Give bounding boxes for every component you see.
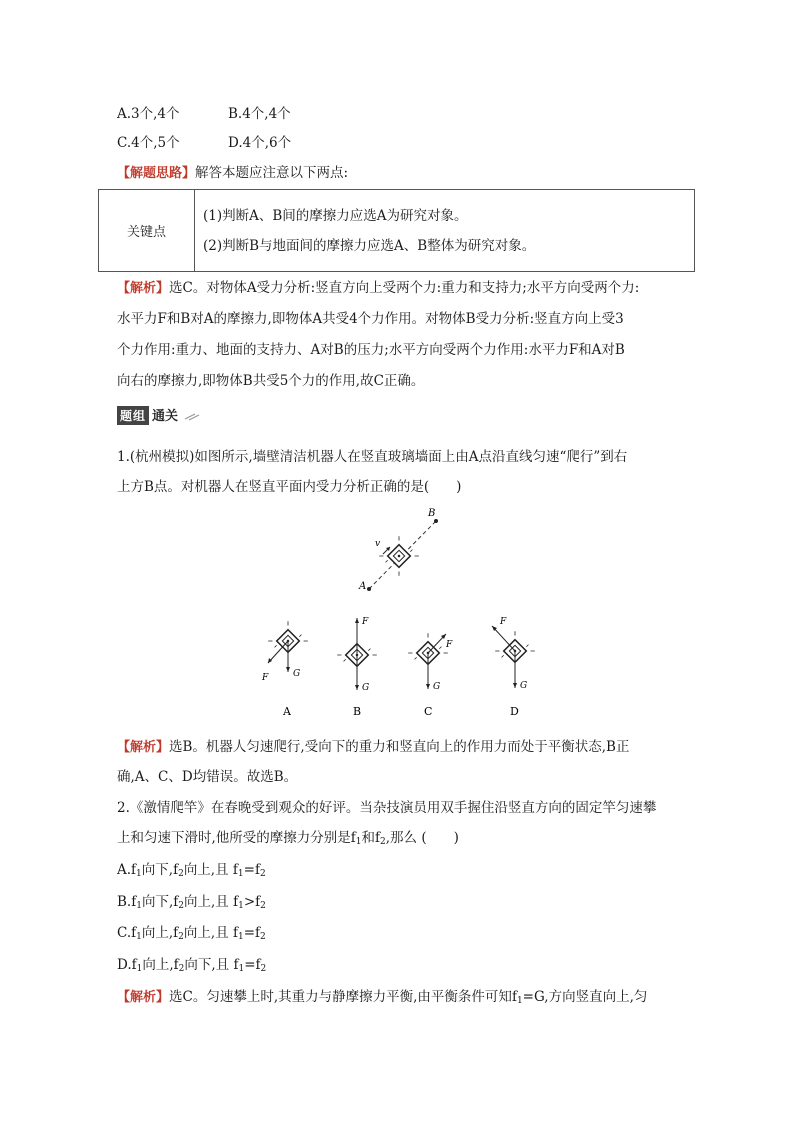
q2-option-c: $C.f_1$向上$,f_2$向上,且 $f_1=f_2$ [117,925,266,942]
label-point-a: A [359,581,367,592]
option-a: A.3个,4个 [117,106,180,122]
arrow-decor-icon [183,411,203,421]
analysis3-f: f [511,989,517,1005]
analysis1-text-1: 选C。对物体A受力分析:竖直方向上受两个力:重力和支持力;水平方向受两个力: [169,280,640,296]
hint-tag: 【解题思路】 [117,166,196,181]
analysis3-text-b: =G,方向竖直向上,匀 [522,989,648,1005]
q2-f2: f [375,830,381,846]
choice-d-label: D [510,705,519,718]
q2-option-a: $A.f_1$向下$,f_2$向上,且 $f_1=f_2$ [117,862,266,879]
section-title: 通关 [152,409,179,424]
q2-f1-sub: 1 [355,837,362,847]
path-diagram [358,508,438,592]
choice-a-diagram [261,621,308,718]
section-box: 题组 [117,406,149,425]
key-points-table [98,189,695,272]
section-banner [117,405,203,425]
choice-c-diagram [408,633,453,718]
q1-line-1: 1.(杭州模拟)如图所示,墙壁清洁机器人在竖直玻璃墙面上由A点沿直线匀速“爬行”到右 [117,449,628,465]
analysis2-line-1 [117,737,629,758]
key-points-label: 关键点 [99,190,195,272]
label-point-b: B [428,508,436,519]
analysis3-line-1 [117,987,647,1011]
analysis1-tag: 【解析】 [117,281,170,296]
choice-a-f: F [262,673,269,683]
analysis2-tag: 【解析】 [117,740,170,755]
analysis1-line-1 [117,278,639,299]
robot-icon [379,536,419,576]
choice-d-diagram [492,617,535,718]
q2-line-1: 2.《激情爬竿》在春晚受到观众的好评。当杂技演员用双手握住沿竖直方向的固定竿匀速攀 [117,800,657,816]
q2-text: 上和匀速下滑时,他所受的摩擦力分别是 [117,830,351,846]
choice-b-f: F [362,617,369,627]
q2-f2-sub: 2 [380,837,386,847]
analysis3-tag: 【解析】 [117,990,170,1005]
prev-options-row-2 [117,133,291,153]
robot-force-figure [0,500,794,725]
choice-b-diagram [337,617,377,718]
analysis2-text-1: 选B。机器人匀速爬行,受向下的重力和竖直向上的作用力而处于平衡状态,B正 [169,739,630,755]
option-b: B.4个,4个 [228,106,291,122]
q2-line-2 [117,828,459,852]
key-points-items [195,190,695,272]
choice-a-label: A [283,705,291,718]
q2-tail: ,那么 ( ) [385,830,459,846]
choice-c-f: F [446,640,453,650]
q2-and: 和 [361,830,376,846]
hint-text: 解答本题应注意以下两点: [195,165,349,181]
key-point-2: (2)判断B与地面间的摩擦力应选A、B整体为研究对象。 [203,237,536,254]
q2-option-b: $B.f_1$向下$,f_2$向上,且 $f_1>f_2$ [117,894,266,911]
choice-d-f: F [500,617,507,627]
option-c: C.4个,5个 [117,135,180,151]
prev-options-row-1 [117,104,291,124]
choice-c-label: C [424,705,433,718]
option-d: D.4个,6个 [228,135,292,151]
choice-d-g: G [520,681,528,691]
choice-b-label: B [353,705,362,718]
label-v: v [375,539,381,549]
analysis2-line-2: 确,A、C、D均错误。故选B。 [117,769,298,785]
q2-f1: f [350,830,356,846]
q2-option-d: $D.f_1$向上$,f_2$向下,且 $f_1=f_2$ [117,957,267,974]
choice-c-g: G [433,682,441,692]
choice-a-g: G [293,669,301,679]
analysis1-line-3: 个力作用:重力、地面的支持力、A对B的压力;水平方向受两个力作用:水平力F和A对B [117,342,625,358]
choice-b-g: G [362,683,370,693]
analysis3-f-sub: 1 [516,996,523,1006]
hint-line [117,163,348,184]
analysis1-line-2: 水平力F和B对A的摩擦力,即物体A共受4个力作用。对物体B受力分析:竖直方向上受3 [117,311,624,327]
analysis3-text-a: 选C。匀速攀上时,其重力与静摩擦力平衡,由平衡条件可知 [169,989,512,1005]
key-point-1: (1)判断A、B间的摩擦力应选A为研究对象。 [203,207,468,224]
analysis1-line-4: 向右的摩擦力,即物体B共受5个力的作用,故C正确。 [117,373,425,389]
q1-line-2: 上方B点。对机器人在竖直平面内受力分析正确的是( ) [117,479,462,495]
